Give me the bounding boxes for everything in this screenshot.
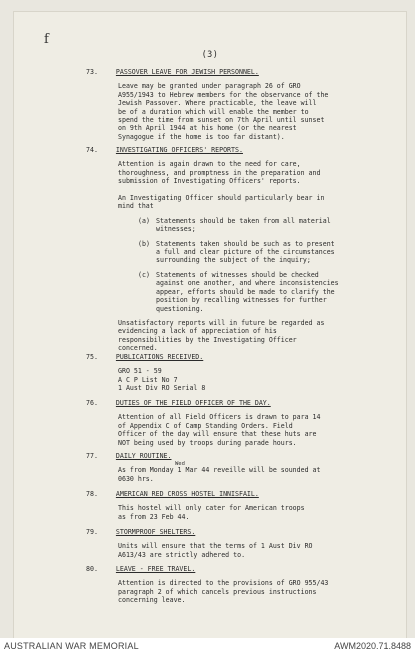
section-76 [86, 399, 376, 447]
section-body: Attention of all Field Officers is drawn to para 14 of Appendix C of Camp Standing Orders. Field Officer of the day will ensure that these huts are NOT being used by troops during parade hours. [118, 413, 321, 447]
section-heading: AMERICAN RED CROSS HOSTEL INNISFAIL. [115, 490, 259, 498]
section-body: Wed As from Monday 1 Mar 44 reveille will be sounded at 0630 hrs. [118, 461, 321, 483]
section-heading: DAILY ROUTINE. [115, 452, 172, 460]
list-item-text: Statements taken should be such as to present a full and clear picture of the circumstances surrounding the subject of the inquiry; [156, 239, 335, 265]
section-75 [86, 353, 376, 393]
section-heading: LEAVE - FREE TRAVEL. [115, 565, 196, 573]
document-page [14, 12, 406, 638]
list-item-label: (b) [138, 239, 150, 248]
footer-accession-number: AWM2020.71.8488 [334, 641, 411, 651]
section-body: GRO 51 - 59 A C P List No 7 1 Aust Div RO Serial 8 [118, 367, 206, 393]
section-number: 74. [86, 146, 98, 154]
section-body: This hostel will only cater for American troops as from 23 Feb 44. [118, 504, 305, 521]
section-body: Units will ensure that the terms of 1 Aust Div RO A613/43 are strictly adhered to. [118, 542, 313, 559]
section-77 [86, 452, 376, 483]
section-closing: Unsatisfactory reports will in future be regarded as evidencing a lack of appreciation of his responsibilities by the Investigating Officer concerned. [118, 318, 325, 353]
section-heading: PUBLICATIONS RECEIVED. [115, 353, 204, 361]
list-item-text: Statements of witnesses should be checked against one another, and where inconsistencies appear, efforts should be made to clarify the position by recalling witnesses for further questioning. [156, 270, 339, 313]
section-73 [86, 68, 376, 141]
section-heading: PASSOVER LEAVE FOR JEWISH PERSONNEL. [115, 68, 259, 76]
section-heading: DUTIES OF THE FIELD OFFICER OF THE DAY. [115, 399, 271, 407]
list-item-text: Statements should be taken from all material witnesses; [156, 216, 331, 234]
archive-footer [0, 638, 415, 653]
list-item [138, 240, 376, 265]
section-heading: STORMPROOF SHELTERS. [115, 528, 196, 536]
list-item [138, 271, 376, 313]
section-74 [86, 146, 376, 353]
footer-institution: AUSTRALIAN WAR MEMORIAL [4, 641, 139, 651]
section-number: 79. [86, 528, 98, 536]
section-79 [86, 528, 376, 559]
section-number: 73. [86, 68, 98, 76]
section-number: 75. [86, 353, 98, 361]
list-item-label: (c) [138, 270, 150, 279]
section-body: Leave may be granted under paragraph 26 of GRO A955/1943 to Hebrew members for the observance of the Jewish Passover. Where practicable, the leave will be of a duration which will enable the member to spend the time from sunset on 7th April until sunset on 9th April 1944 at his home (or the nearest Synagogue if the home is too far distant). [118, 82, 329, 141]
section-80 [86, 565, 376, 605]
section-body: Attention is directed to the provisions of GRO 955/43 paragraph 2 of which cancels previous instructions concerning leave. [118, 579, 329, 605]
section-number: 80. [86, 565, 98, 573]
section-body: Attention is again drawn to the need for care, thoroughness, and promptness in the preparation and submission of Investigating Officers' reports. An Investigating Officer should particularly bear in mind that [118, 160, 325, 211]
list-item [138, 217, 376, 234]
section-78 [86, 490, 376, 521]
section-number: 77. [86, 452, 98, 460]
section-number: 76. [86, 399, 98, 407]
margin-mark: f [44, 32, 49, 47]
page-number: (3) [201, 50, 219, 60]
section-heading: INVESTIGATING OFFICERS' REPORTS. [115, 146, 243, 154]
list-item-label: (a) [138, 216, 150, 225]
section-number: 78. [86, 490, 98, 498]
handwritten-insert: Wed [175, 461, 185, 468]
